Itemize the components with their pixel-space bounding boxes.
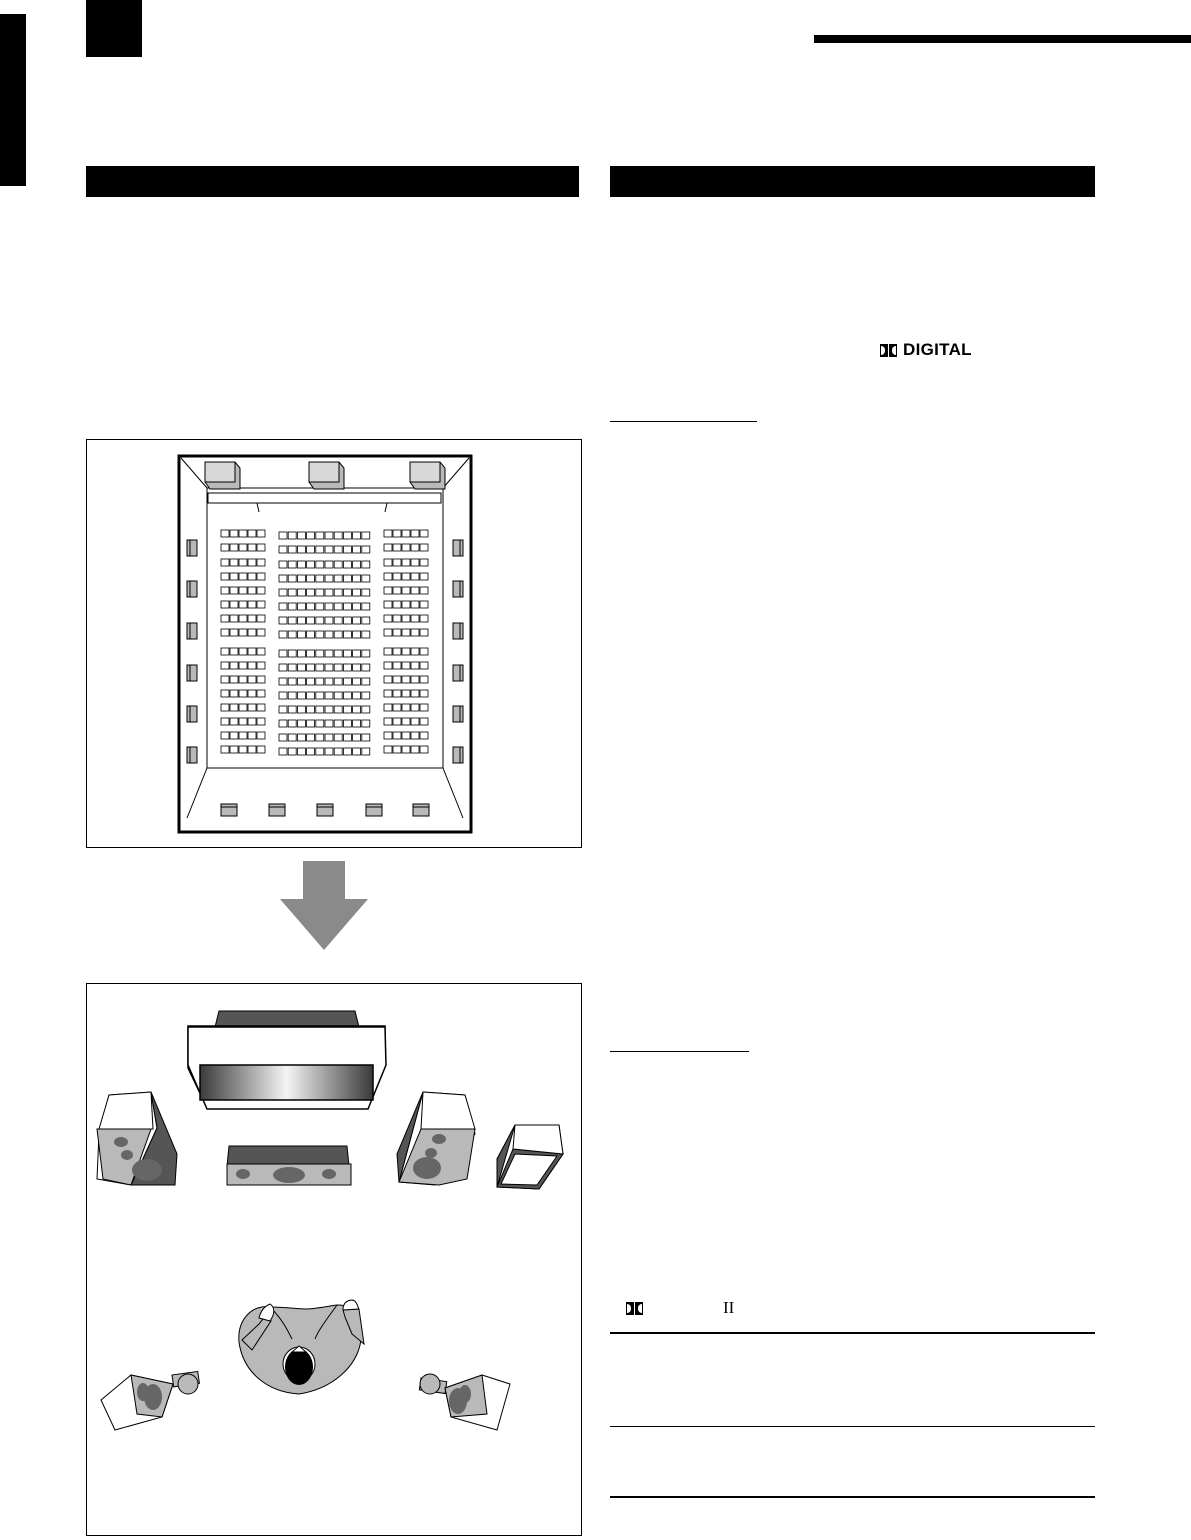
speaker-icon <box>187 665 197 681</box>
speaker-icon <box>187 706 197 722</box>
theater-illustration-frame <box>86 439 582 848</box>
rear-left-speaker-icon <box>101 1371 199 1430</box>
home-theater-illustration-frame <box>86 983 582 1536</box>
speaker-icon <box>309 462 344 489</box>
front-left-speaker-icon <box>97 1092 177 1185</box>
down-arrow-icon <box>278 861 370 951</box>
speaker-icon <box>317 804 333 816</box>
rear-right-speaker-icon <box>419 1374 510 1430</box>
right-section-title-bar <box>610 166 1095 197</box>
speaker-icon <box>269 804 285 816</box>
subheading-underline-1 <box>610 421 757 422</box>
speaker-icon <box>453 581 463 597</box>
speaker-icon <box>205 462 240 489</box>
section-number-block <box>86 0 142 57</box>
dolby-digital-logo <box>880 340 972 360</box>
speaker-icon <box>187 623 197 639</box>
left-section-title-bar <box>86 166 579 197</box>
cinema-screen <box>208 493 441 503</box>
speaker-icon <box>413 804 429 816</box>
speaker-icon <box>453 540 463 556</box>
dolby-pro-logic-ii-logo <box>626 1298 734 1318</box>
speaker-icon <box>221 804 237 816</box>
speaker-icon <box>366 804 382 816</box>
speaker-icon <box>453 747 463 763</box>
theater-outer-wall <box>179 456 471 832</box>
dolby-double-d-icon <box>880 344 897 357</box>
header-rule <box>814 35 1191 43</box>
side-language-tab <box>0 14 26 186</box>
front-right-speaker-icon <box>397 1092 475 1185</box>
dolby-digital-logo-text: DIGITAL <box>903 340 972 359</box>
speaker-icon <box>187 581 197 597</box>
dolby-double-d-icon <box>626 1302 643 1315</box>
subwoofer-icon <box>497 1125 563 1189</box>
home-theater-illustration <box>87 984 581 1535</box>
listener-icon <box>239 1300 364 1394</box>
television-icon <box>188 1011 386 1109</box>
speaker-icon <box>410 462 445 489</box>
table-top-rule <box>610 1332 1095 1334</box>
table-middle-rule <box>610 1426 1095 1427</box>
speaker-icon <box>453 665 463 681</box>
theater-illustration <box>87 440 581 847</box>
speaker-icon <box>453 706 463 722</box>
center-speaker-icon <box>227 1146 351 1185</box>
speaker-icon <box>453 623 463 639</box>
speaker-icon <box>187 747 197 763</box>
speaker-icon <box>187 540 197 556</box>
subheading-underline-2 <box>610 1051 749 1052</box>
pro-logic-numeral: II <box>723 1298 735 1317</box>
table-bottom-rule <box>610 1496 1095 1498</box>
